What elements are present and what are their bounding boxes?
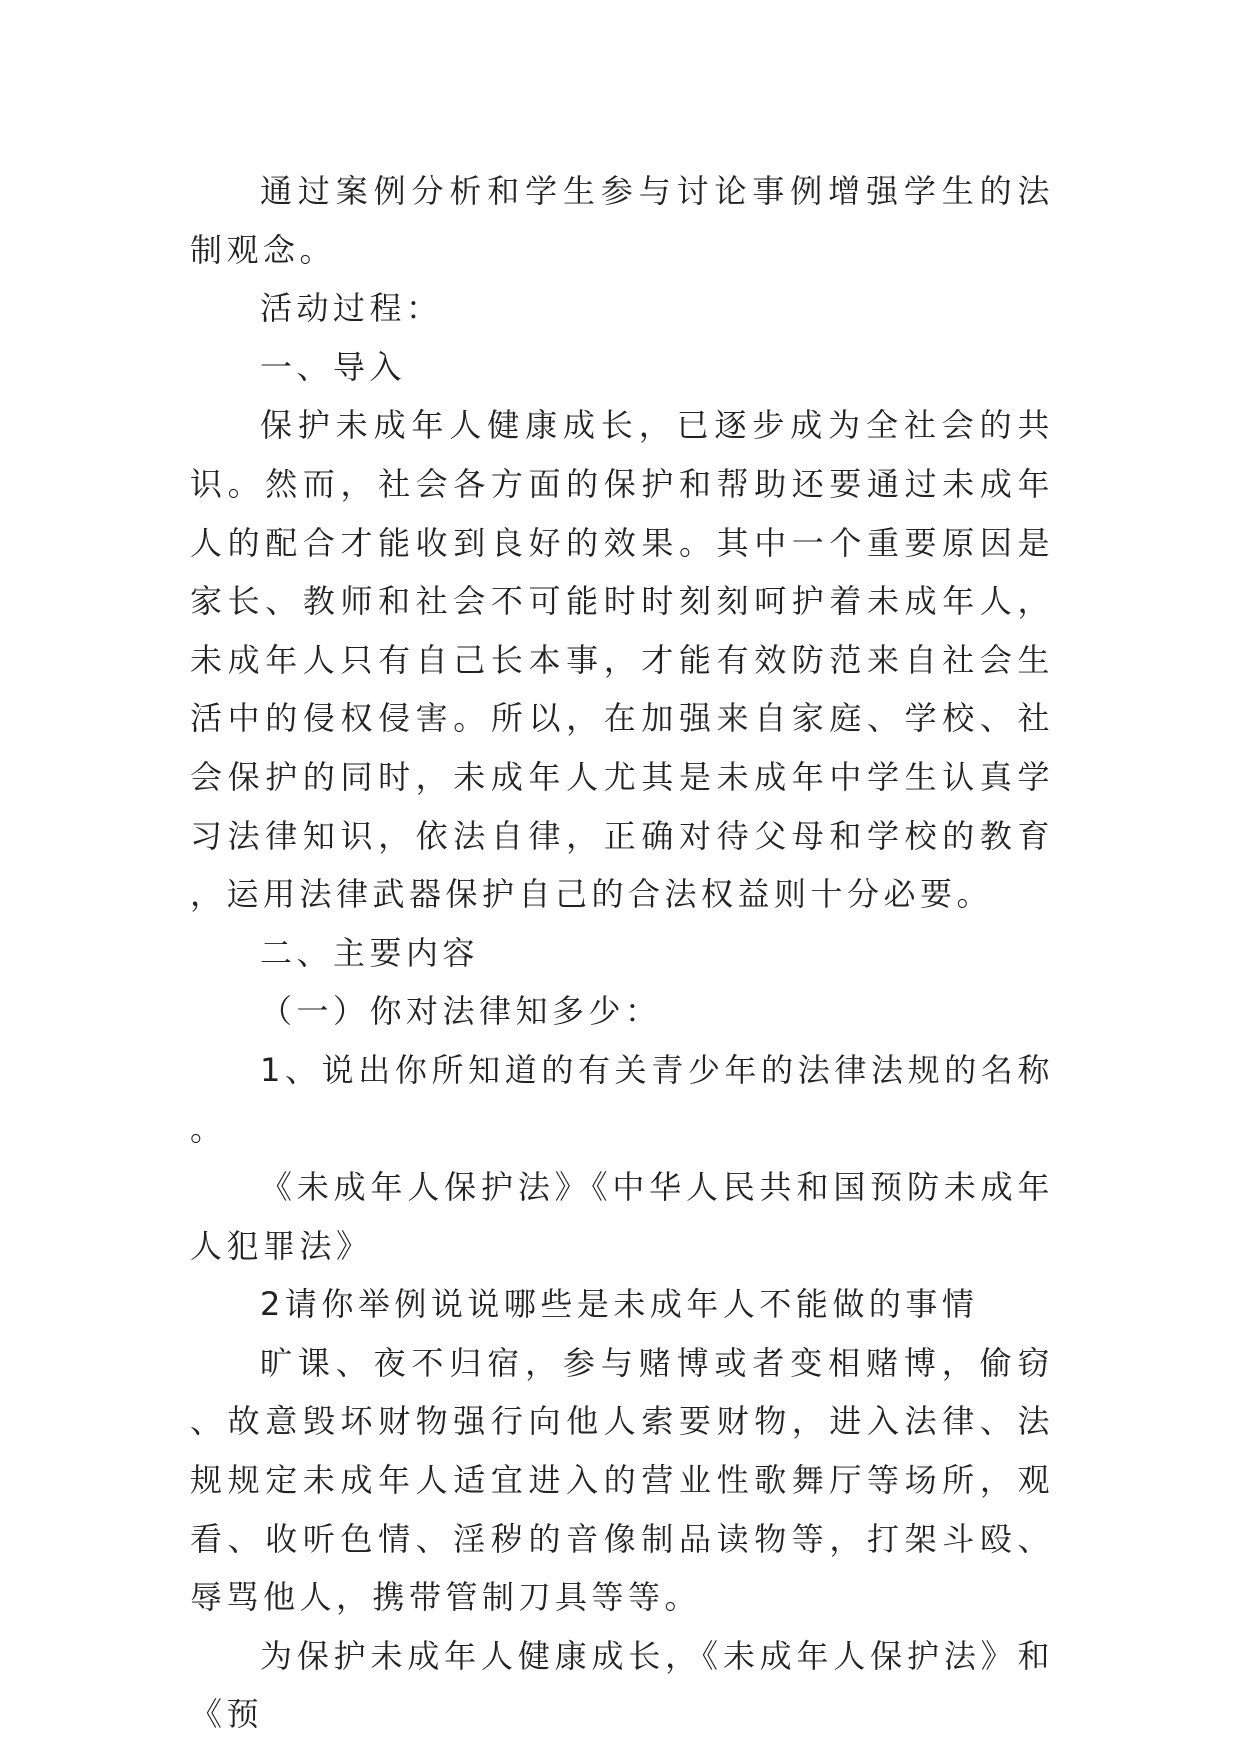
section-heading-main-content: 二、主要内容 [260, 933, 480, 972]
question-1: 1、说出你所知道的有关青少年的法律法规的名称。 [190, 1050, 1054, 1148]
answer-1: 《未成年人保护法》《中华人民共和国预防未成年人犯罪法》 [190, 1168, 1054, 1265]
subsection-heading-law-knowledge: （一）你对法律知多少： [260, 992, 662, 1031]
question-2: 2请你举例说说哪些是未成年人不能做的事情 [260, 1285, 979, 1324]
answer-2: 旷课、夜不归宿，参与赌博或者变相赌博，偷窃、故意毁坏财物强行向他人索要财物，进入法律、法规规定未成年人适宜进入的营业性歌舞厅等场所，观看、收听色情、淫秽的音像制品读物等，打架斗殴、辱骂他人，携带管制刀具等等。 [190, 1343, 1054, 1617]
paragraph-protection-laws: 为保护未成年人健康成长，《未成年人保护法》和《预 [190, 1636, 1054, 1734]
paragraph-activity-process-heading: 活动过程： [260, 289, 443, 328]
paragraph-objective: 通过案例分析和学生参与讨论事例增强学生的法制观念。 [190, 172, 1054, 269]
section-heading-introduction: 一、导入 [260, 347, 407, 386]
document-body [190, 162, 1054, 1744]
paragraph-introduction: 保护未成年人健康成长，已逐步成为全社会的共识。然而，社会各方面的保护和帮助还要通过未成年人的配合才能收到良好的效果。其中一个重要原因是家长、教师和社会不可能时时刻刻呵护着未成年人，未成年人只有自己长本事，才能有效防范来自社会生活中的侵权侵害。所以，在加强来自家庭、学校、社会保护的同时，未成年人尤其是未成年中学生认真学习法律知识，依法自律，正确对待父母和学校的教育，运用法律武器保护自己的合法权益则十分必要。 [190, 406, 1054, 914]
